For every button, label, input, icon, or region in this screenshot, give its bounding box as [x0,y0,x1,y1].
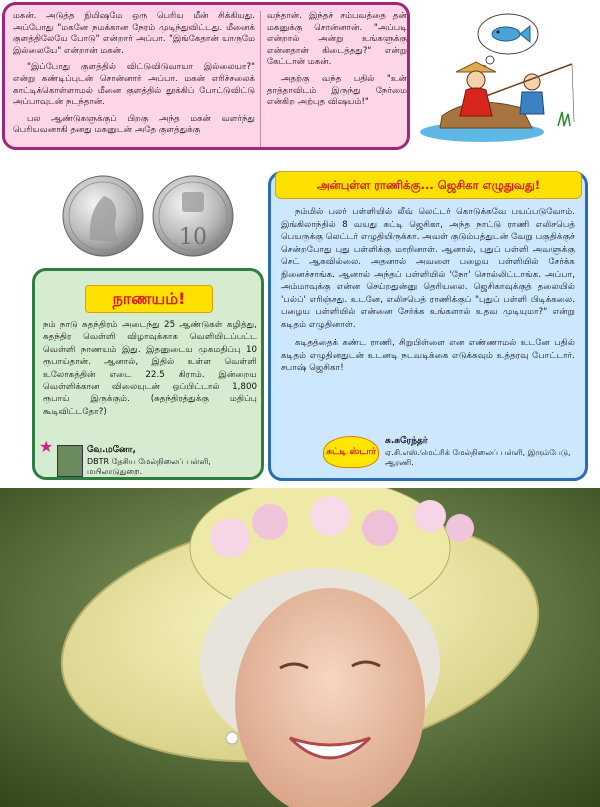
story-paragraph: அதற்கு வந்த பதில் "உன் தாத்தாவிடம் இருந்து நேர்மை என்கிற அற்புத விஷயம்!" [267,73,407,108]
story-paragraph: "இப்போது குளத்தில் விட்டுவிடுவாயா இல்லையா?" என்று கண்டிப்புடன் சொன்னார் அப்பா. மகன் எரிச்சலைக் காட்டிக்கொள்ளாமல் மீனை குளத்தில் தூக்கிப் போட்டுவிட்டு அப்பாவுடன் நடந்தான். [13,62,255,108]
letter-paragraph: கடிதத்தைக் கண்ட ராணி, சிறுபிள்ளை என எண்ணாமல் உடனே பதில் கடிதம் எழுதினதுடன் உடனடி நடவடிக்கை எடுக்கவும் உத்தரவு போட்டார். சபாஷ் ஜெசிகா! [281,338,575,373]
story-paragraph: மகன். அடுத்த நிமிஷமே ஒரு பெரிய மீன் சிக்கியது. அப்போது "மகனே நமக்கான நேரம் முடிந்துவிட்டது. மீனைக் குளத்திலேயே போடு" என்றார் அப்பா. "இங்கேதான் யாருமே இல்லையே" என்றான் மகன். [13,11,255,56]
column-divider [260,11,261,147]
coin-title: நாணயம்! [112,289,186,308]
letter-author-block [323,436,573,476]
queen-photo [0,488,600,807]
author-name: வே.மனோ, [87,445,136,455]
coin-title-banner [85,285,213,313]
story-box [2,2,410,150]
letter-card [268,171,588,481]
coin-fact-card [32,268,264,480]
author-name: சு.சுரேந்தர் [385,436,428,446]
author-photo [57,445,83,477]
silver-coin-image [60,170,250,260]
star-icon: ★ [39,437,54,456]
story-column-1 [13,11,255,142]
story-paragraph: வந்தான். இந்தச் சம்பவத்தை தன் மகனுக்கு சொன்னான். "அப்படி என்றால் அன்று உங்களுக்கு என்னதான் கிடைத்தது?" என்று கேட்டான் மகன். [267,11,407,68]
coin-description: நம் நாடு சுதந்திரம் அடைந்து 25 ஆண்டுகள் கழித்து, சுதந்திர வெள்ளி விழாவுக்காக வெளியிடப்பட்ட வெள்ளி நாணயம் இது. இதனுடைய முகமதிப்பு 10 ரூபாய்தான். ஆனால், இதில் உள்ள வெள்ளி உலோகத்தின் எடை 22.5 கிராம். இன்றைய வெள்ளிக்கான விலையுடன் ஒப்பிட்டால் 1,800 ரூபாய் இருக்கும். (சுதந்திரத்துக்கு மதிப்பு கூடிவிட்டதோ?) [43,320,257,417]
letter-body [281,206,575,381]
story-paragraph: பல ஆண்டுகளுக்குப் பிறகு அந்த மகன் வளர்ந்து பெரியவனாகி தனது மகனுடன் அதே குளத்துக்கு [13,113,255,136]
coin-denomination: 10 [179,225,207,250]
author-school: DBTR தேசிய மேல்நிலைப் பள்ளி, மயிலாடுதுறை. [87,457,211,476]
star-badge: சுட்டி ஸ்டார் [323,436,379,468]
fishing-cartoon-illustration [412,4,598,144]
story-column-2 [267,11,407,114]
letter-title-banner [275,171,582,199]
letter-title: அன்புள்ள ராணிக்கு... ஜெசிகா எழுதுவது! [316,178,541,192]
coin-author-block [39,437,257,477]
letter-paragraph: நம்மில் பலர் பள்ளியில் லீவ் லெட்டர் கொடுக்கவே பயப்படுவோம். இங்கிலாந்தில் 8 வயது சுட்டி ஜெசிகா, அந்த நாட்டு ராணி எலிசபெத் பெயருக்கு லெட்டர் எழுதியிருக்கா. அவள் குடும்பத்துடன் வேறு பகுதிக்குச் சென்றபோது புது பள்ளிக்கு மாறினாள். ஆனால், புதுப் பள்ளி அவளுக்கு செட் ஆகவில்லை. அதனால் அவளை பழைய பள்ளியில் சேர்க்க நினைச்சாங்க. ஆனால் அந்தப் பள்ளியில் 'நோ' சொல்லிட்டாங்க. அப்பா, அம்மாவுக்கு என்ன செய்றதுன்னு தெரியலை. ஜெசிகாவுக்குத் தலையில் 'பல்ப்' எரிஞ்சது. உடனே, எலிசபெத் ராணிக்குப் "புதுப் பள்ளி பிடிக்கலை. பழைய பள்ளியில் என்னை சேர்க்க உங்களால் உதவ முடியுமா?" என்று கடிதம் எழுதினாள். [281,207,575,330]
author-school: ஏ.சி.எஸ்.மெட்ரிக் மேல்நிலைப் பள்ளி, இரும்பேடு, ஆரணி. [385,448,571,467]
